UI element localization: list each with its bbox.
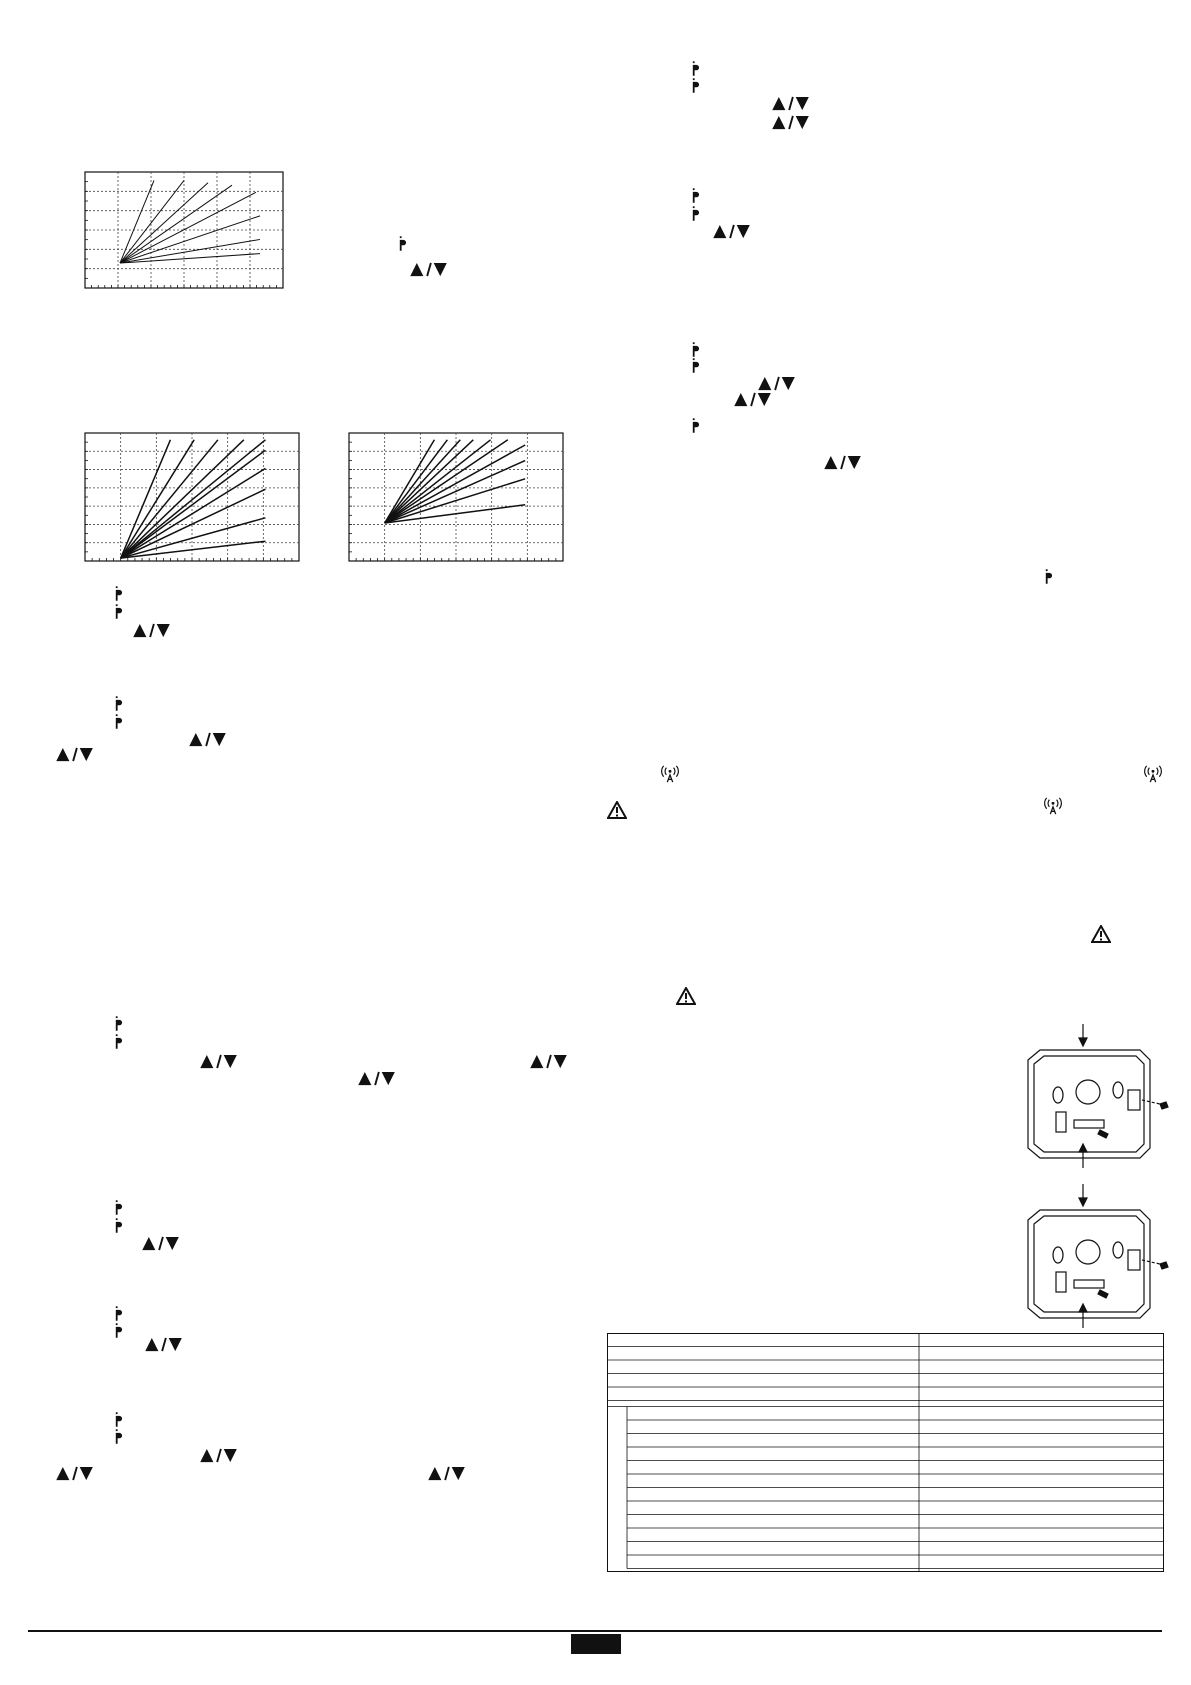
page-number-tab: [571, 1634, 621, 1654]
up-down-arrows-icon: [772, 96, 810, 111]
program-p-icon: [114, 1034, 123, 1049]
curve-line: [121, 541, 266, 558]
up-down-arrows-icon: [142, 1236, 180, 1251]
footer-rule: [28, 1630, 1162, 1632]
program-p-icon: [691, 206, 700, 221]
program-p-icon: [114, 604, 123, 619]
curve-line: [120, 185, 232, 263]
program-p-icon: [114, 1218, 123, 1233]
program-p-icon: [691, 78, 700, 93]
wireless-antenna-icon: [661, 765, 679, 783]
up-down-arrows-icon: [734, 392, 772, 407]
wireless-antenna-icon: [1144, 765, 1162, 783]
program-p-icon: [691, 358, 700, 373]
up-down-arrows-icon: [358, 1071, 396, 1086]
curve-line: [385, 440, 435, 523]
program-p-icon: [691, 61, 700, 76]
up-down-arrows-icon: [145, 1337, 183, 1352]
heating-curve-chart-3: [348, 432, 564, 562]
up-down-arrows-icon: [824, 455, 862, 470]
curve-line: [121, 450, 266, 558]
mounting-bracket-figure-1: [1010, 1020, 1170, 1170]
program-p-icon: [114, 714, 123, 729]
program-p-icon: [114, 1323, 123, 1338]
curve-line: [120, 183, 208, 263]
up-down-arrows-icon: [713, 224, 751, 239]
curve-line: [120, 216, 260, 263]
curve-line: [120, 192, 256, 263]
up-down-arrows-icon: [772, 115, 810, 130]
curve-line: [120, 239, 260, 263]
program-p-icon: [398, 236, 407, 251]
up-down-arrows-icon: [56, 747, 94, 762]
mounting-bracket-figure-2: [1010, 1180, 1170, 1330]
program-p-icon: [114, 1200, 123, 1215]
heating-curve-chart-1: [84, 171, 284, 289]
program-p-icon: [691, 188, 700, 203]
up-down-arrows-icon: [200, 1448, 238, 1463]
program-p-icon: [114, 1016, 123, 1031]
table-border: [608, 1334, 1164, 1572]
up-down-arrows-icon: [530, 1054, 568, 1069]
up-down-arrows-icon: [56, 1466, 94, 1481]
warning-triangle-icon: [676, 987, 696, 1005]
curve-line: [121, 468, 266, 558]
curve-line: [121, 440, 218, 558]
specification-table: [607, 1333, 1164, 1572]
wireless-antenna-icon: [1044, 797, 1062, 815]
program-p-icon: [114, 1306, 123, 1321]
program-p-icon: [114, 1412, 123, 1427]
heating-curve-chart-2: [84, 432, 300, 562]
program-p-icon: [1044, 569, 1053, 584]
program-p-icon: [114, 586, 123, 601]
warning-triangle-icon: [1091, 925, 1111, 943]
up-down-arrows-icon: [189, 732, 227, 747]
up-down-arrows-icon: [133, 623, 171, 638]
up-down-arrows-icon: [200, 1054, 238, 1069]
curve-line: [120, 180, 184, 263]
curve-line: [120, 254, 260, 263]
curve-line: [385, 440, 508, 523]
program-p-icon: [114, 1429, 123, 1444]
warning-triangle-icon: [607, 801, 627, 819]
up-down-arrows-icon: [410, 262, 448, 277]
up-down-arrows-icon: [428, 1466, 466, 1481]
program-p-icon: [691, 342, 700, 357]
up-down-arrows-icon: [758, 376, 796, 391]
program-p-icon: [691, 418, 700, 433]
program-p-icon: [114, 696, 123, 711]
